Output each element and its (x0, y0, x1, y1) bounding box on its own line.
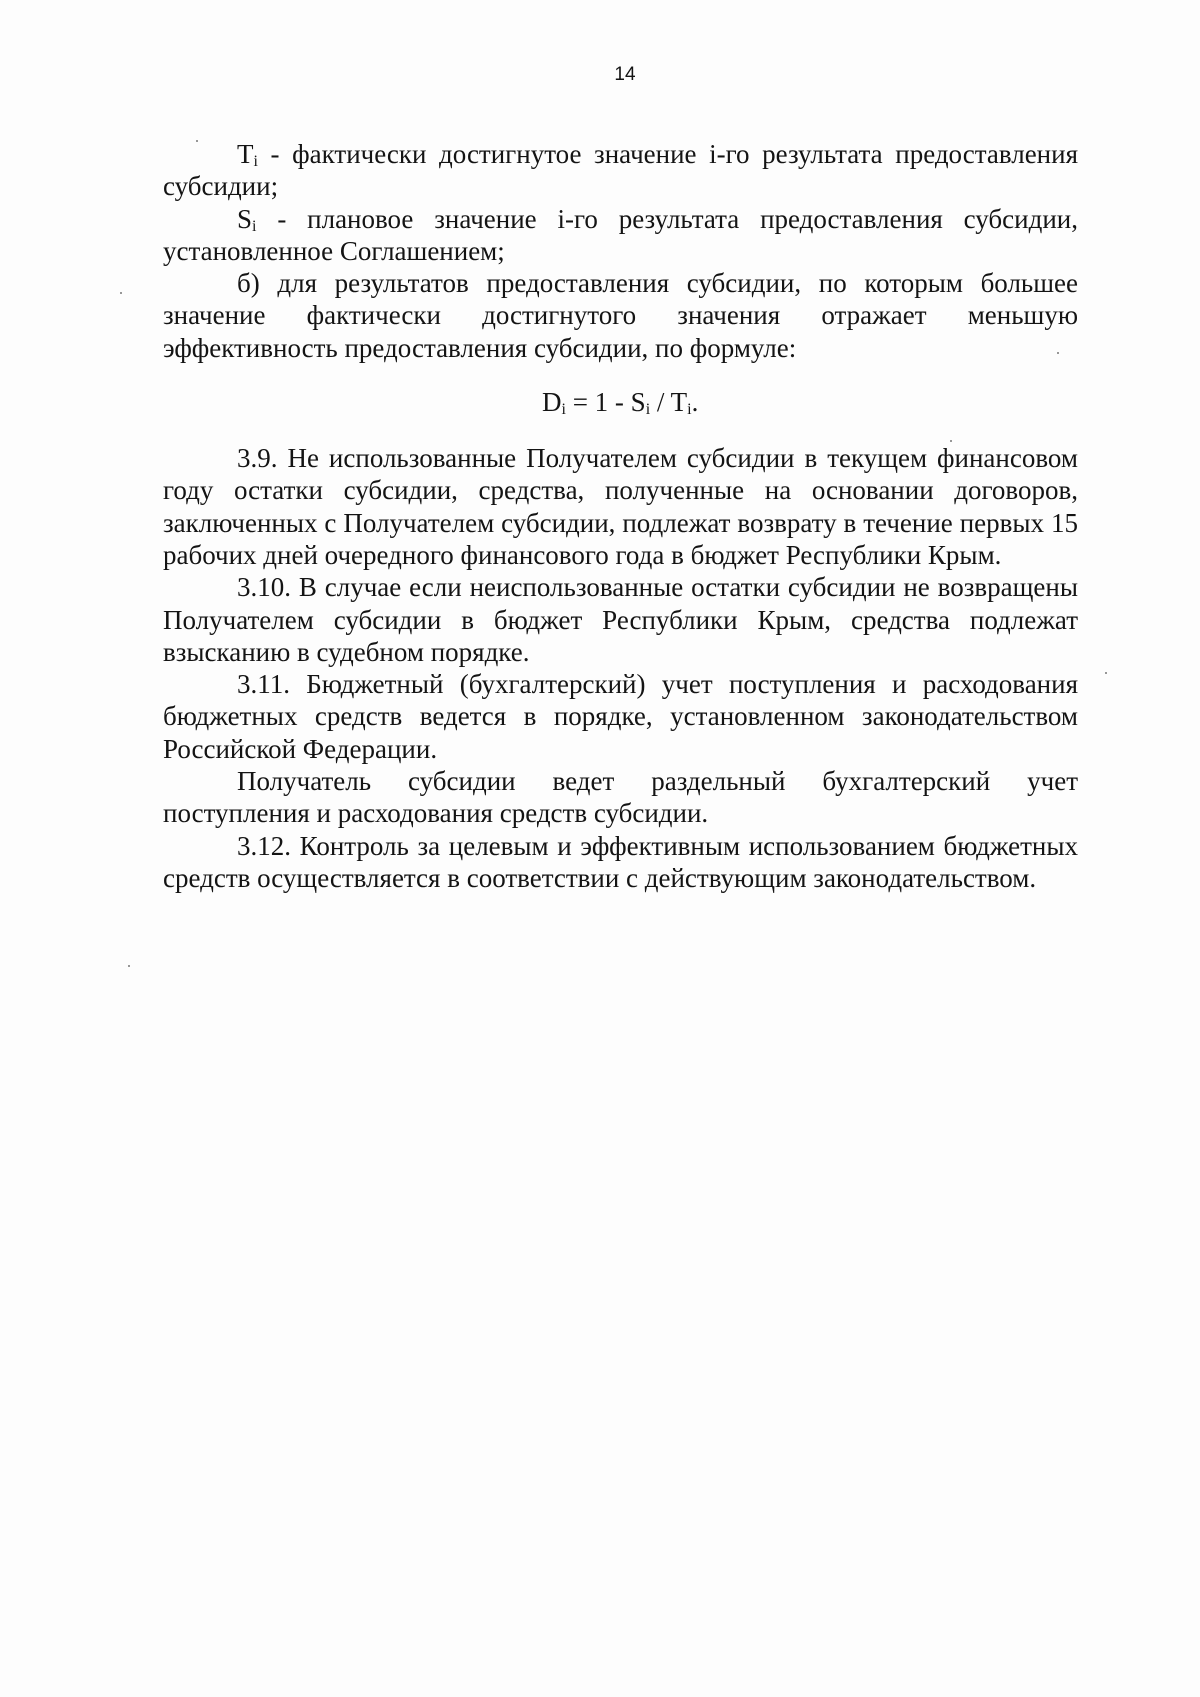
paragraph-t-definition (163, 138, 1078, 203)
paragraph-3-11: 3.11. Бюджетный (бухгалтерский) учет поступления и расходования бюджетных средств ведется в порядке, установленном законодательством Российской Федерации. (163, 669, 1078, 764)
scan-speck (120, 292, 122, 294)
scan-speck (950, 440, 952, 442)
paragraph-3-9: 3.9. Не использованные Получателем субсидии в текущем финансовом году остатки субсидии, средства, полученные на основании договоров, заключенных с Получателем субсидии, подлежат возврату в течение первых 15 рабочих дней очередного финансового года в бюджет Республики Крым. (163, 443, 1078, 570)
scan-speck (1105, 672, 1107, 674)
page-number: 14 (614, 64, 636, 85)
formula-divide: / (650, 387, 671, 418)
s-definition-text: - плановое значение i-го результата предоставления субсидии, установленное Соглашением; (163, 203, 1078, 266)
formula-s: S (630, 387, 646, 418)
scan-speck (128, 965, 130, 967)
formula-lhs-subscript: i (561, 401, 566, 419)
paragraph-s-definition (163, 203, 1078, 268)
paragraph-b-clause: б) для результатов предоставления субсидии, по которым большее значение фактически достигнутого значения отражает меньшую эффективность предоставления субсидии, по формуле: (163, 268, 1078, 363)
formula-equals: = 1 - (565, 387, 631, 418)
paragraph-3-10: 3.10. В случае если неиспользованные остатки субсидии не возвращены Получателем субсидии в бюджет Республики Крым, средства подлежат взысканию в судебном порядке. (163, 572, 1078, 667)
s-symbol: S (237, 203, 253, 234)
paragraph-3-12: 3.12. Контроль за целевым и эффективным использованием бюджетных средств осуществляется в соответствии с действующим законодательством. (163, 830, 1078, 893)
paragraph-recipient-accounting: Получатель субсидии ведет раздельный бухгалтерский учет поступления и расходования средств субсидии. (163, 766, 1078, 829)
formula-t-subscript: i (687, 401, 692, 419)
formula (163, 386, 1078, 418)
t-symbol: T (237, 139, 254, 169)
s-subscript: i (252, 217, 257, 235)
formula-t: T (670, 387, 688, 418)
t-definition-text: - фактически достигнутое значение i-го результата предоставления субсидии; (163, 139, 1078, 202)
scan-speck (196, 140, 198, 142)
formula-s-subscript: i (645, 401, 651, 419)
formula-end: . (691, 387, 699, 418)
t-subscript: i (253, 153, 258, 170)
formula-lhs: D (542, 387, 562, 418)
scan-speck (1057, 352, 1059, 354)
document-body (163, 138, 1078, 894)
